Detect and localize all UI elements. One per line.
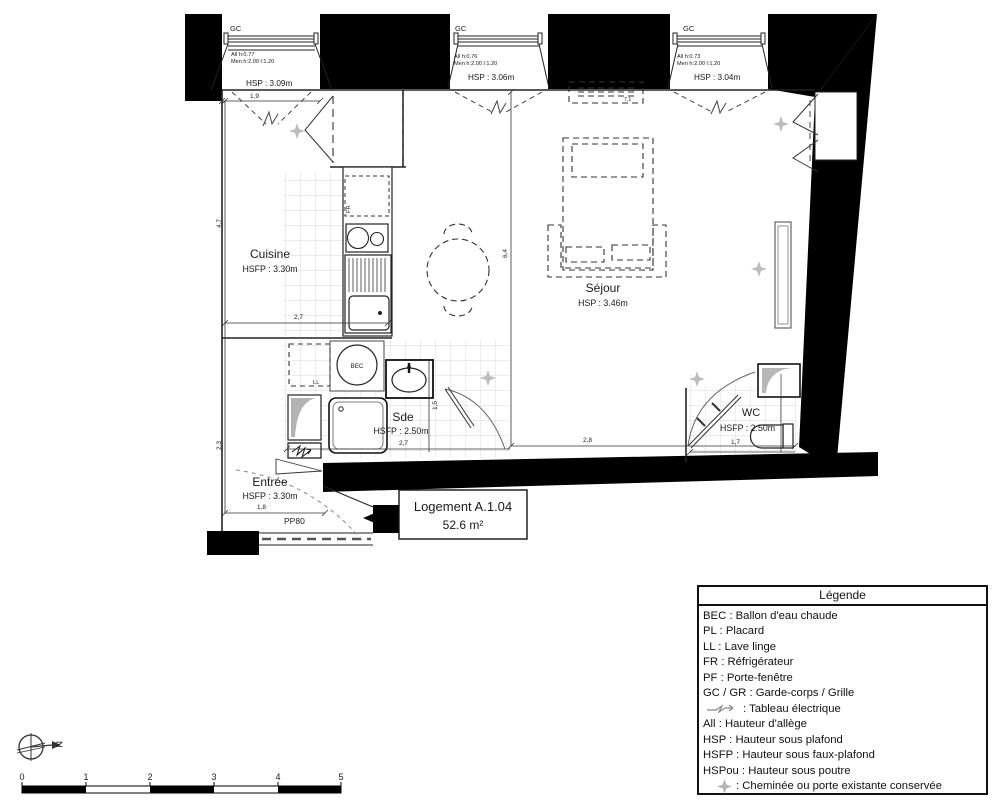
legend-item-pl: PL : Placard [703,625,765,638]
sideboard-dim: 7,1 [624,97,632,103]
legend-box [697,585,988,795]
scale-tick-4: 4 [275,772,281,782]
north-compass-icon [17,733,64,761]
sejour-furniture [427,82,666,316]
entry-door-leaf [276,459,322,474]
cooktop [346,224,388,252]
unit-area: 52.6 m² [442,518,484,532]
pillow [572,144,643,177]
scale-tick-5: 5 [338,772,344,782]
bed [563,138,653,270]
north-label: N [54,741,64,748]
entree-label: Entrée [252,475,288,489]
washing-machine-label: LL [313,380,320,386]
window2-gc-label: GC [455,24,467,33]
unit-title-box [399,490,527,539]
dim-cuisine-w: 2,7 [294,314,304,321]
dim-entree-w: 1,8 [257,504,267,511]
window1-allege: All h:0.77 [231,52,255,58]
legend-item-hspou: HSPou : Hauteur sous poutre [703,764,851,777]
legend-item-cheminee: : Cheminée ou porte existante conservée [703,779,986,795]
chair-top [444,224,472,234]
legend-item-tableau-electrique: : Tableau électrique [703,701,986,717]
dim-entree-h: 2,3 [216,440,223,450]
window3-allege: All h:0.73 [677,54,701,60]
legend-item-gc-gr: GC / GR : Garde-corps / Grille [703,687,855,700]
window3-menuiserie: Men h:2.00 l:1.20 [677,61,721,67]
window1-gc-label: GC [230,24,242,33]
conserved-diamond-icon [717,779,732,794]
fridge-label: FR [346,205,352,213]
wc-label: WC [741,407,761,419]
window-bay-2 [448,24,549,114]
entry-arrow-icon [363,510,382,526]
right-wall-door-niche [793,92,857,172]
electric-arrow-icon [705,703,739,715]
wc-ceiling: HSFP : 2.50m [720,423,776,433]
scale-tick-0: 0 [19,772,25,782]
sde-ceiling: HSFP : 2.50m [373,426,429,436]
dim-wc-w: 1,7 [731,439,741,446]
window1-hsp: HSP : 3.09m [246,79,293,88]
legend-item-bec: BEC : Ballon d'eau chaude [703,609,838,622]
unit-name: Logement A.1.04 [413,499,513,514]
window1-menuiserie: Men h:2.00 l:1.20 [231,59,275,65]
sde-label: Sde [392,410,414,424]
sejour-label: Séjour [585,281,621,295]
dim-sde-w: 2,7 [399,440,409,447]
water-heater-label: BEC [350,363,364,370]
legend-item-hsfp: HSFP : Hauteur sous faux-plafond [703,749,875,762]
window3-gc-label: GC [683,24,695,33]
entree-ceiling: HSFP : 3.30m [242,491,298,501]
window2-hsp: HSP : 3.06m [468,73,515,82]
kitchen-fixtures [343,167,392,336]
cuisine-ceiling: HSFP : 3.30m [242,264,298,274]
legend-item-all: All : Hauteur d'allège [703,718,807,731]
legend-item-pf: PF : Porte-fenêtre [703,671,793,684]
legend-item-ll: LL : Lave linge [703,640,777,653]
kitchen-living-door [305,96,403,163]
sink-basin [349,296,389,330]
legend-item-fr: FR : Réfrigérateur [703,656,794,669]
window3-hsp: HSP : 3.04m [694,73,741,82]
legend-item-hsp: HSP : Hauteur sous plafond [703,733,843,746]
window-bay-3 [668,24,772,114]
dim-sejour-h: 6,4 [502,248,509,258]
cuisine-label: Cuisine [249,247,291,261]
dim-window1: 1,9 [250,93,260,100]
window-bay-1 [211,24,332,126]
window2-allege: All h:0.76 [454,54,478,60]
scale-tick-1: 1 [83,772,89,782]
dim-sde-h: 1,5 [432,400,439,410]
round-table [427,239,489,301]
legend-items [699,606,986,794]
radiator [775,222,791,328]
window2-menuiserie: Men h:2.00 l:1.20 [454,61,498,67]
toilet-tank [783,424,793,448]
dim-sejour-w: 2,8 [583,437,593,444]
chair-bottom [444,306,472,316]
scale-bar [19,772,343,793]
entry-door-label: PP80 [284,516,305,526]
scale-tick-2: 2 [147,772,153,782]
sejour-ceiling: HSP : 3.46m [578,298,628,308]
scale-tick-3: 3 [211,772,217,782]
legend-title: Légende [699,587,986,606]
dim-cuisine-h: 4,7 [216,218,223,228]
